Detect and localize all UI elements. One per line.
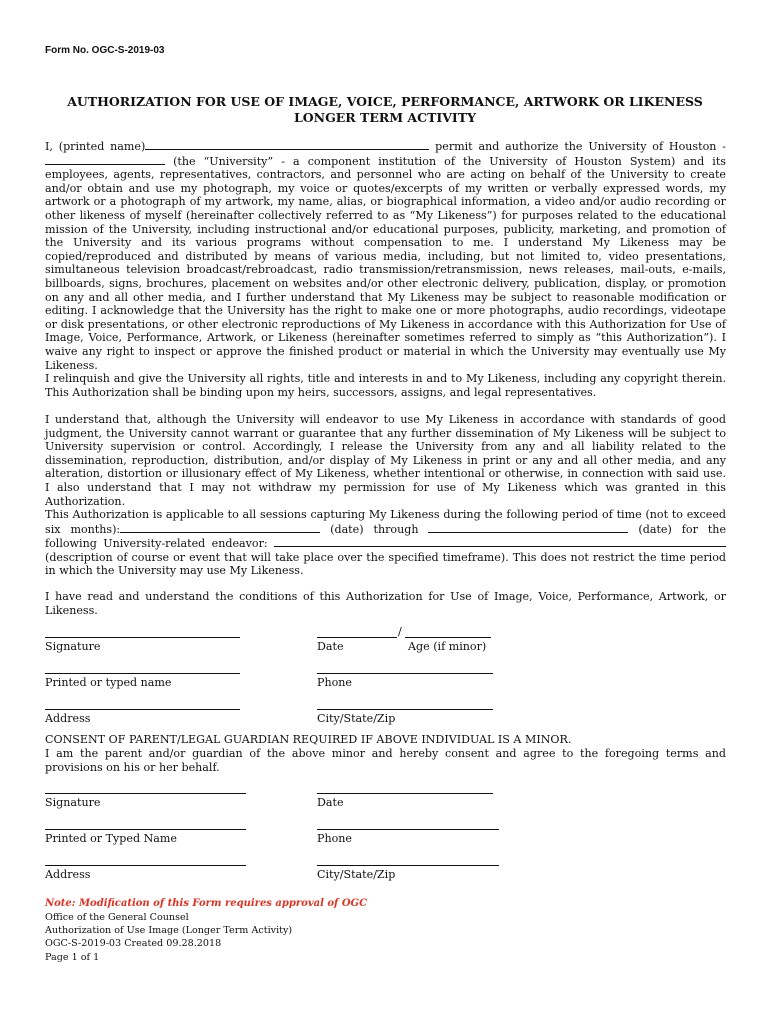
guardian-phone-label: Phone (317, 832, 352, 845)
date-through-label: (date) through (320, 522, 429, 536)
address-label: Address (45, 712, 91, 725)
modification-note: Note: Modification of this Form requires approval of OGC (45, 898, 368, 909)
guardian-date-label: Date (317, 796, 344, 809)
age-label: Age (if minor) (408, 640, 487, 653)
guardian-address-label: Address (45, 868, 91, 881)
title-line-2: LONGER TERM ACTIVITY (293, 110, 477, 125)
document-title (45, 94, 725, 126)
release-paragraph: I understand that, although the University will endeavor to use My Likeness in accordance with standards of good judgment, the University cannot warrant or guarantee that any further dissemination of My Likeness will be subject to University supervision or control. Accordingly, I release the University from any and all liability related to the dissemination, reproduction, distribution, and/or display of My Likeness in print or any and all other media, and any alteration, distortion or illusionary effect of My Likeness, whether intentional or otherwise, in connection with said use. I also understand that I may not withdraw my permission for use of My Likeness which was granted in this Authorization. (45, 413, 726, 508)
period-text: This Authorization is applicable to all sessions capturing My Likeness during the following period of time (not to exceed six months): (45, 508, 726, 536)
guardian-city-state-zip-label: City/State/Zip (317, 868, 396, 881)
guardian-signature-label: Signature (45, 796, 101, 809)
guardian-signature-line[interactable] (45, 793, 246, 794)
printed-name-blank[interactable] (145, 139, 429, 150)
printed-name-line[interactable] (45, 673, 240, 674)
title-line-1: AUTHORIZATION FOR USE OF IMAGE, VOICE, PERFORMANCE, ARTWORK OR LIKENESS (67, 94, 703, 109)
guardian-city-state-zip-line[interactable] (317, 865, 499, 866)
endeavor-label: (date) for the following University-related endeavor: (45, 522, 727, 551)
guardian-printed-name-label: Printed or Typed Name (45, 832, 177, 845)
city-state-zip-line[interactable] (317, 709, 493, 710)
footer-page: Page 1 of 1 (45, 951, 100, 963)
guardian-text: I am the parent and/or guardian of the above minor and hereby consent and agree to the foregoing terms and provisions on his or her behalf. (45, 747, 726, 774)
guardian-printed-name-line[interactable] (45, 829, 246, 830)
date-label: Date (317, 640, 344, 653)
date-line[interactable] (317, 637, 397, 638)
guardian-address-line[interactable] (45, 865, 246, 866)
acknowledgement-paragraph: I have read and understand the conditions of this Authorization for Use of Image, Voice, Performance, Artwork, or Likeness. (45, 590, 726, 617)
city-state-zip-label: City/State/Zip (317, 712, 396, 725)
permit-text: permit and authorize the University of Houston - (429, 140, 726, 153)
document-footer (45, 911, 292, 964)
guardian-date-line[interactable] (317, 793, 493, 794)
authorization-paragraph (45, 139, 726, 372)
footer-doc-title: Authorization of Use Image (Longer Term Activity) (45, 925, 293, 937)
footer-office: Office of the General Counsel (45, 912, 189, 923)
phone-line[interactable] (317, 673, 493, 674)
address-line[interactable] (45, 709, 240, 710)
end-date-blank[interactable] (428, 522, 628, 533)
form-number: Form No. OGC-S-2019-03 (45, 45, 165, 56)
relinquish-paragraph: I relinquish and give the University all rights, title and interests in and to My Likeness, including any copyright therein. This Authorization shall be binding upon my heirs, successors, assigns, and legal representatives. (45, 372, 726, 399)
phone-label: Phone (317, 676, 352, 689)
date-age-separator: / (398, 625, 402, 638)
signature-line[interactable] (45, 637, 240, 638)
university-blank[interactable] (45, 154, 165, 165)
footer-created: OGC-S-2019-03 Created 09.28.2018 (45, 938, 222, 950)
authorization-body: (the “University” - a component institution of the University of Houston System) and its employees, agents, representatives, contractors, and personnel who are acting on behalf of the University to create and/or obtain and use my photograph, my voice or quotes/excerpts of my written or verbally expressed words, my artwork or a photograph of my artwork, my name, alias, or biographical information, a video and/or audio recording or other likeness of myself (hereinafter collectively referred to as “My Likeness”) for purposes related to the educational mission of the University, including instructional and/or educational purposes, publicity, marketing, and promotion of the University and its various programs without compensation to me. I understand My Likeness may be copied/reproduced and distributed by means of various media, including, but not limited to, video presentations, simultaneous television broadcast/rebroadcast, radio transmission/retransmission, news releases, mail-outs, e-mails, billboards, signs, brochures, placement on websites and/or other electronic delivery, publication, display, or promotion on any and all other media, and I further understand that My Likeness may be subject to reasonable modification or editing. I acknowledge that the University has the right to make one or more photographs, audio recordings, videotape or disk presentations, or other electronic reproductions of My Likeness in accordance with this Authorization for Use of Image, Voice, Performance, Artwork, or Likeness (hereinafter sometimes referred to simply as “this Authorization”). I waive any right to inspect or approve the finished product or material in which the University may eventually use My Likeness. (45, 154, 726, 372)
start-date-blank[interactable] (120, 522, 320, 533)
signature-label: Signature (45, 640, 101, 653)
description-text: (description of course or event that will take place over the specified timeframe). This does not restrict the time period in which the University may use My Likeness. (45, 550, 726, 578)
printed-name-lead: I, (printed name) (45, 140, 146, 153)
printed-name-label: Printed or typed name (45, 676, 172, 689)
endeavor-blank[interactable] (274, 536, 726, 547)
guardian-phone-line[interactable] (317, 829, 499, 830)
guardian-heading: CONSENT OF PARENT/LEGAL GUARDIAN REQUIRED IF ABOVE INDIVIDUAL IS A MINOR. (45, 733, 572, 746)
period-paragraph (45, 508, 726, 578)
age-line[interactable] (405, 637, 491, 638)
